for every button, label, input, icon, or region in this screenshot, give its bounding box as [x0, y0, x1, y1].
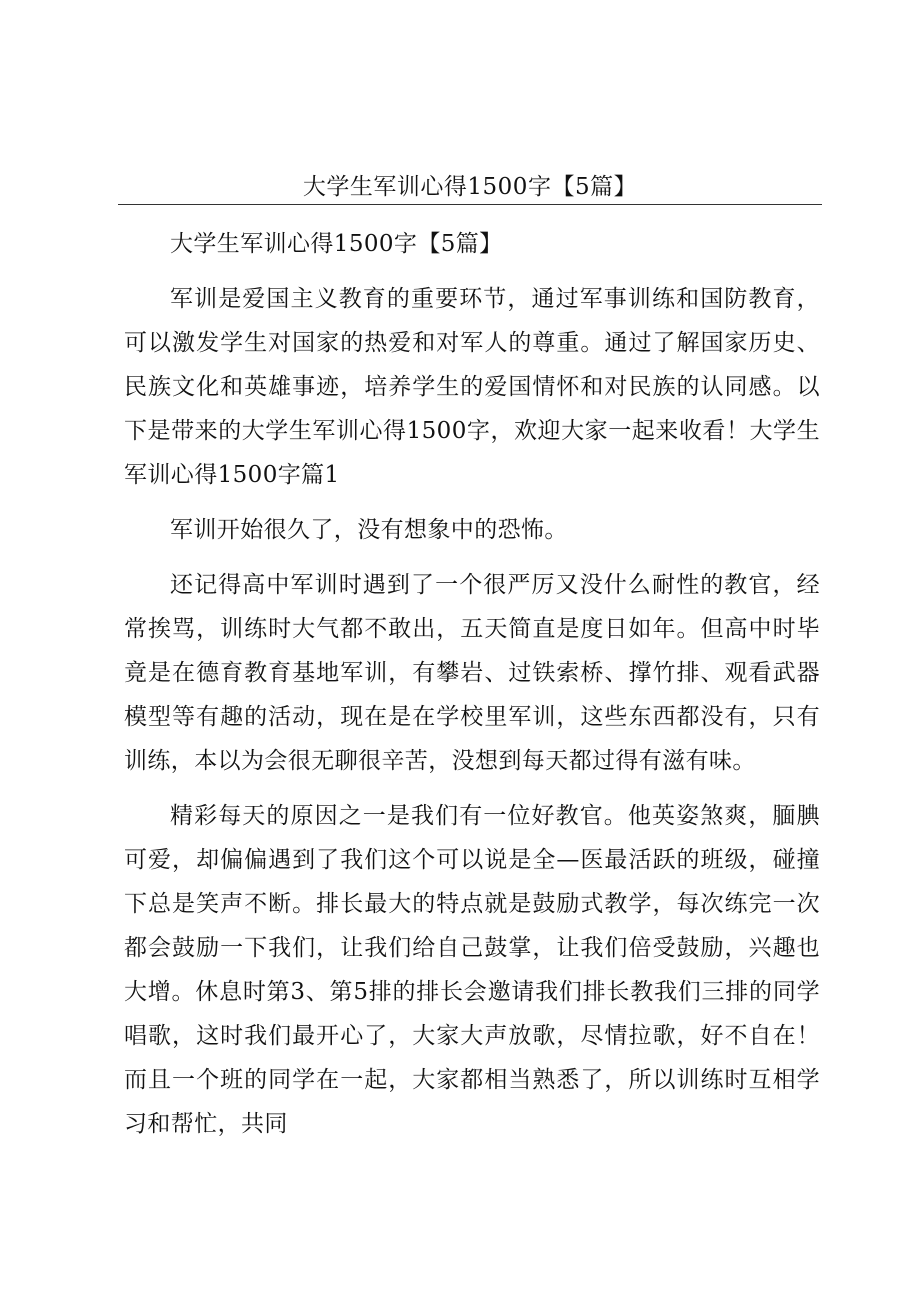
body-paragraph: 还记得高中军训时遇到了一个很严厉又没什么耐性的教官，经常挨骂，训练时大气都不敢出，五天简直是度日如年。但高中时毕竟是在德育教育基地军训，有攀岩、过铁索桥、撑竹排、观看武器模型等有趣的活动，现在是在学校里军训，这些东西都没有，只有训练，本以为会很无聊很辛苦，没想到每天都过得有滋有味。 — [124, 572, 820, 774]
body-paragraph: 精彩每天的原因之一是我们有一位好教官。他英姿煞爽，腼腆可爱，却偏偏遇到了我们这个可以说是全—医最活跃的班级，碰撞下总是笑声不断。排长最大的特点就是鼓励式教学，每次练完一次都会鼓励一下我们，让我们给自己鼓掌，让我们倍受鼓励，兴趣也大增。休息时第3、第5排的排长会邀请我们排长教我们三排的同学唱歌，这时我们最开心了，大家大声放歌，尽情拉歌，好不自在！而且一个班的同学在一起，大家都相当熟悉了，所以训练时互相学习和帮忙，共同 — [124, 803, 820, 1137]
intro-paragraph: 军训是爱国主义教育的重要环节，通过军事训练和国防教育，可以激发学生对国家的热爱和对军人的尊重。通过了解国家历史、民族文化和英雄事迹，培养学生的爱国情怀和对民族的认同感。以下是带来的大学生军训心得1500字，欢迎大家一起来收看！大学生军训心得1500字篇1 — [124, 286, 820, 488]
header-title: 大学生军训心得1500字【5篇】 — [302, 174, 638, 200]
body-paragraph: 军训开始很久了，没有想象中的恐怖。 — [170, 517, 568, 543]
document-body — [124, 222, 820, 1157]
page-header — [118, 172, 822, 205]
doc-title-paragraph: 大学生军训心得1500字【5篇】 — [170, 231, 503, 257]
